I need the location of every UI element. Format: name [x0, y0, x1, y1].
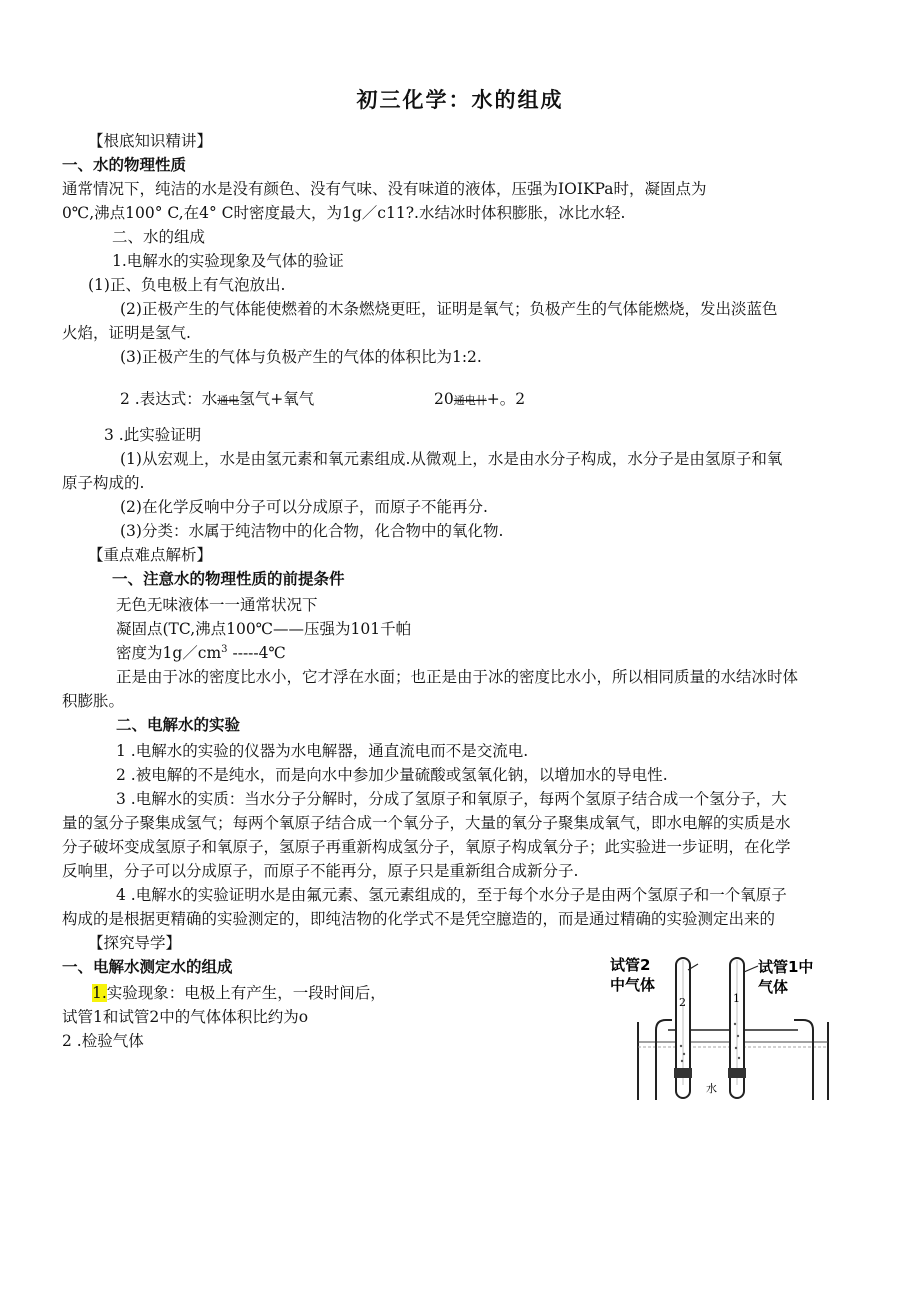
heading-composition: 二、水的组成 — [112, 228, 206, 246]
electrolysis-apparatus-diagram — [608, 950, 858, 1100]
list-item: (1)正、负电极上有气泡放出. — [88, 276, 286, 294]
list-item: 原子构成的. — [62, 474, 145, 492]
equation-products: 氢气+氧气 — [239, 390, 315, 408]
list-item: 4 .电解水的实验证明水是由氟元素、氢元素组成的，至于每个水分子是由两个氢原子和一个氧原子 — [116, 886, 787, 904]
paragraph-line: 通常情况下，纯洁的水是没有颜色、没有气味、没有味道的液体，压强为IOIKPa时，凝固点为 — [62, 180, 707, 198]
paragraph-line: 正是由于冰的密度比水小，它才浮在水面；也正是由于冰的密度比水小，所以相同质量的水结冰时体 — [116, 668, 799, 686]
reaction-condition: 通电卄 — [453, 394, 487, 407]
list-item: (3)分类：水属于纯洁物中的化合物，化合物中的氧化物. — [120, 522, 504, 540]
question-item — [92, 982, 386, 1004]
list-item: 1 .电解水的实验的仪器为水电解器，通直流电而不是交流电. — [116, 742, 529, 760]
list-item: 3 .电解水的实质：当水分子分解时，分成了氢原子和氧原子，每两个氢原子结合成一个氢分子，大 — [116, 790, 787, 808]
section-header-explore: 【探究导学】 — [88, 934, 182, 952]
density-text: 密度为1g／cm — [116, 644, 222, 662]
tube1-label: 试管1中 — [758, 958, 814, 976]
section-header-basic: 【根底知识精讲】 — [88, 132, 213, 150]
list-item: (1)从宏观上，水是由氢元素和氧元素组成.从微观上，水是由水分子构成，水分子是由氢原子和氧 — [120, 450, 783, 468]
page-title: 初三化学：水的组成 — [356, 87, 564, 112]
tube1-label: 气体 — [758, 978, 789, 996]
subheading-electrolysis: 1.电解水的实验现象及气体的验证 — [112, 252, 344, 270]
equation-line — [120, 388, 314, 412]
list-item: (2)正极产生的气体能使燃着的木条燃烧更旺，证明是氧气；负极产生的气体能燃烧，发出淡蓝色 — [120, 300, 778, 318]
paragraph-line: 积膨胀。 — [62, 692, 125, 710]
paragraph-line: 构成的是根据更精确的实验测定的，即纯洁物的化学式不是凭空臆造的，而是通过精确的实验测定出来的 — [62, 910, 776, 928]
subheading-proof: 3 .此实验证明 — [104, 426, 202, 444]
section-header-key-points: 【重点难点解析】 — [88, 546, 213, 564]
question-item: 2 .检验气体 — [62, 1032, 144, 1050]
list-item: 2 .被电解的不是纯水，而是向水中参加少量硫酸或氢氧化钠，以增加水的导电性. — [116, 766, 668, 784]
question-text-line: 试管1和试管2中的气体体积比约为o — [62, 1008, 309, 1026]
list-item: (3)正极产生的气体与负极产生的气体的体积比为1:2. — [120, 348, 482, 366]
question-text: 实验现象：电极上有产生，一段时间后， — [106, 984, 386, 1002]
tube2-label: 中气体 — [610, 976, 656, 994]
list-item: 无色无味液体一一通常状况下 — [116, 596, 318, 614]
heading-electrolysis-experiment: 二、电解水的实验 — [116, 715, 241, 734]
paragraph-line: 分子破坏变成氢原子和氧原子，氢原子再重新构成氢分子，氧原子构成氧分子；此实验进一步证明，在化学 — [62, 838, 791, 856]
tube2-label: 试管2 — [610, 956, 651, 974]
paragraph-line: 反响里，分子可以分成原子，而原子不能再分，原子只是重新组合成新分子. — [62, 862, 579, 880]
heading-physical-properties: 一、水的物理性质 — [62, 155, 187, 174]
list-item — [116, 642, 286, 664]
chemical-equation — [434, 388, 525, 412]
reaction-condition: 通电 — [217, 394, 240, 407]
tube2-number: 2 — [679, 996, 686, 1009]
heading-premise: 一、注意水的物理性质的前提条件 — [112, 569, 345, 588]
water-label: 水 — [706, 1082, 717, 1095]
list-item: 凝固点(TC,沸点100℃——压强为101千帕 — [116, 620, 412, 638]
list-item: (2)在化学反响中分子可以分成原子，而原子不能再分. — [120, 498, 488, 516]
list-item: 火焰，证明是氢气. — [62, 324, 191, 342]
heading-electrolysis-determination: 一、电解水测定水的组成 — [62, 957, 233, 976]
paragraph-line: 0℃,沸点100° C,在4° C时密度最大，为1g／c11?.水结冰时体积膨胀，冰比水轻. — [62, 204, 626, 222]
density-temp: -----4℃ — [227, 644, 286, 662]
superscript: 3 — [221, 643, 228, 655]
paragraph-line: 量的氢分子聚集成氢气；每两个氧原子结合成一个氧分子，大量的氧分子聚集成氧气，即水电解的实质是水 — [62, 814, 791, 832]
equation-result: +。2 — [486, 390, 526, 408]
tube1-number: 1 — [733, 992, 740, 1005]
question-number: 1. — [92, 984, 107, 1002]
equation-prefix: 2 .表达式：水 — [120, 390, 218, 408]
equation-reactant: 20 — [434, 390, 454, 408]
